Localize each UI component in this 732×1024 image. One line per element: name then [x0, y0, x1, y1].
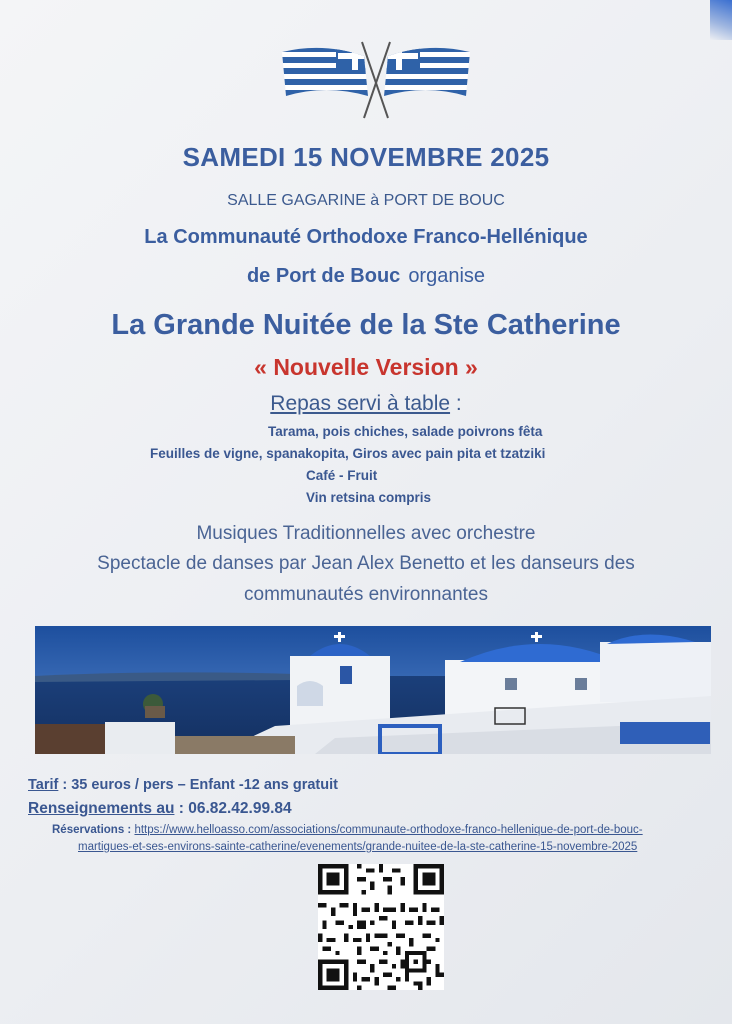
tarif-line [28, 777, 338, 793]
santorini-photo [35, 626, 711, 754]
entertainment-line-3: communautés environnantes [244, 584, 488, 605]
organizer-verb: organise [408, 265, 486, 287]
event-title: La Grande Nuitée de la Ste Catherine [111, 309, 621, 341]
event-version: « Nouvelle Version » [254, 354, 478, 380]
tarif-label: Tarif [28, 777, 59, 793]
menu-item: Feuilles de vigne, spanakopita, Giros avec pain pita et tzatziki [150, 446, 546, 461]
entertainment-line-2: Spectacle de danses par Jean Alex Benetto et les danseurs des [97, 553, 635, 574]
info-phone: : 06.82.42.99.84 [174, 800, 292, 817]
event-venue: SALLE GAGARINE à PORT DE BOUC [227, 192, 505, 209]
reservations [52, 822, 712, 856]
page-edge-decoration [710, 0, 732, 40]
menu-heading [0, 392, 732, 416]
qr-code-icon[interactable] [318, 864, 444, 990]
reservations-label: Réservations : [52, 824, 132, 836]
reservations-link-continued[interactable]: martigues-et-ses-environs-sainte-catherine/evenements/grande-nuitee-de-la-ste-catherine-15-novembre-2025 [78, 841, 638, 853]
organizer-line-2 [0, 265, 732, 288]
menu-heading-colon: : [450, 392, 462, 415]
menu-item: Café - Fruit [306, 468, 378, 483]
greek-flags-icon [278, 38, 474, 120]
entertainment-line-1: Musiques Traditionnelles avec orchestre [196, 523, 536, 544]
reservations-link[interactable]: https://www.helloasso.com/associations/communaute-orthodoxe-franco-hellenique-de-port-de-bouc- [134, 824, 643, 836]
event-date: SAMEDI 15 NOVEMBRE 2025 [182, 142, 550, 172]
organizer-city: de Port de Bouc [246, 265, 401, 287]
info-line [28, 800, 292, 818]
tarif-text: : 35 euros / pers – Enfant -12 ans gratuit [58, 777, 338, 793]
info-label: Renseignements au [28, 800, 175, 817]
organizer-line-1: La Communauté Orthodoxe Franco-Hellénique [144, 226, 588, 248]
menu-item: Tarama, pois chiches, salade poivrons fêta [268, 424, 543, 439]
menu-item: Vin retsina compris [306, 490, 432, 505]
menu-heading-text: Repas servi à table [270, 392, 451, 415]
